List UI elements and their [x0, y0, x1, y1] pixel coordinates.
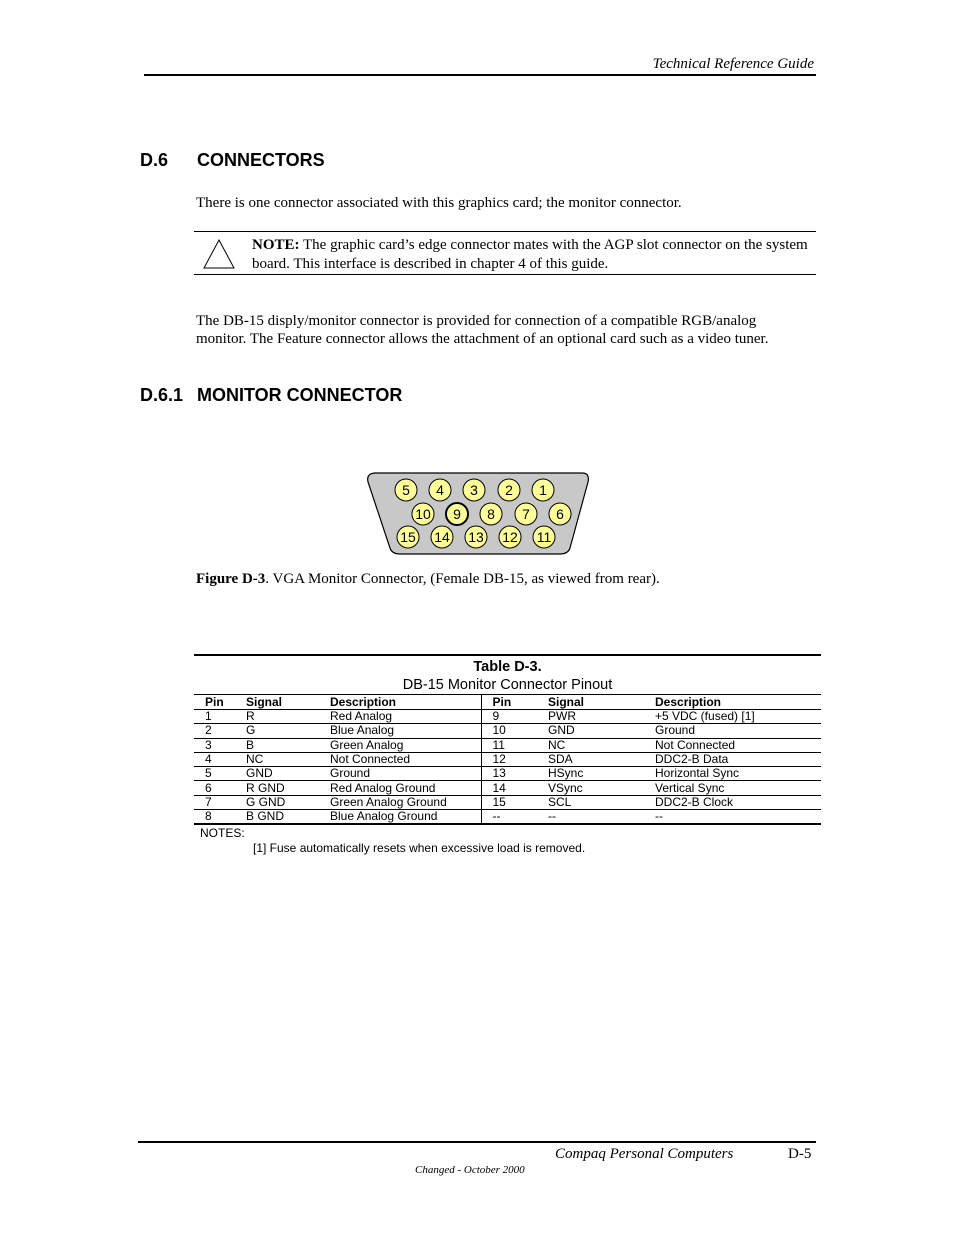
figure-label: Figure D-3 — [196, 571, 266, 587]
running-header: Technical Reference Guide — [652, 56, 814, 72]
table-cell: R — [235, 710, 319, 724]
pinout-table-block — [194, 654, 821, 856]
db15-paragraph — [196, 312, 768, 348]
header-rule — [144, 74, 816, 76]
vga-connector-figure — [364, 468, 592, 563]
header-signal: Signal — [548, 695, 585, 709]
table-cell: 5 — [194, 767, 235, 781]
connector-pin-label: 8 — [487, 506, 495, 522]
table-cell: Ground — [644, 724, 821, 738]
table-cell: 1 — [194, 710, 235, 724]
table-cell: 10 — [481, 724, 537, 738]
table-row — [194, 752, 821, 766]
table-cell: G — [235, 724, 319, 738]
table-cell: G GND — [235, 795, 319, 809]
subsection-number: D.6.1 — [140, 385, 184, 405]
section-heading — [140, 150, 325, 171]
table-cell: Green Analog Ground — [319, 795, 481, 809]
figure-caption-text: . VGA Monitor Connector, (Female DB-15, as viewed from rear). — [265, 571, 660, 587]
table-row — [194, 710, 821, 724]
header-description: Description — [319, 695, 481, 710]
table-row — [194, 810, 821, 825]
connector-pin-label: 5 — [402, 482, 410, 498]
connector-pin-label: 10 — [415, 506, 431, 522]
table-cell: 7 — [194, 795, 235, 809]
table-subtitle: DB-15 Monitor Connector Pinout — [402, 677, 613, 693]
table-cell: 8 — [194, 810, 235, 825]
table-cell: Green Analog — [319, 738, 481, 752]
db15-paragraph-line-2: monitor. The Feature connector allows the attachment of an optional card such as a video tuner. — [196, 331, 769, 347]
table-cell: Ground — [319, 767, 481, 781]
table-cell: VSync — [537, 781, 644, 795]
table-cell: R GND — [235, 781, 319, 795]
table-cell: Vertical Sync — [644, 781, 821, 795]
table-cell: 9 — [481, 710, 537, 724]
connector-pin-label: 12 — [502, 529, 518, 545]
note-label: NOTE: — [252, 237, 300, 253]
table-cell: GND — [235, 767, 319, 781]
table-cell: HSync — [537, 767, 644, 781]
notes-label: NOTES: — [200, 826, 245, 841]
table-cell: NC — [537, 738, 644, 752]
connector-pin-label: 3 — [470, 482, 478, 498]
footer-rule — [138, 1141, 816, 1143]
table-cell: DDC2-B Clock — [644, 795, 821, 809]
connector-pin-label: 1 — [539, 482, 547, 498]
table-row — [194, 738, 821, 752]
table-cell: -- — [537, 810, 644, 825]
note-text — [252, 236, 812, 274]
table-cell: SCL — [537, 795, 644, 809]
note-body: The graphic card’s edge connector mates with the AGP slot connector on the system board. This interface is described in chapter 4 of this guide. — [252, 237, 808, 272]
connector-pin-label: 14 — [434, 529, 450, 545]
table-cell: 12 — [481, 752, 537, 766]
header-description: Description — [655, 695, 722, 709]
table-cell: Red Analog Ground — [319, 781, 481, 795]
connector-pin-label: 11 — [536, 529, 552, 545]
table-cell: Not Connected — [319, 752, 481, 766]
table-cell: 13 — [481, 767, 537, 781]
table-cell: NC — [235, 752, 319, 766]
table-row — [194, 781, 821, 795]
intro-paragraph: There is one connector associated with this graphics card; the monitor connector. — [196, 195, 682, 211]
connector-pin-label: 9 — [453, 506, 461, 522]
table-cell: Not Connected — [644, 738, 821, 752]
connector-pin-label: 13 — [468, 529, 484, 545]
header-pin: Pin — [492, 695, 512, 709]
connector-pin-label: 15 — [400, 529, 416, 545]
table-cell: 4 — [194, 752, 235, 766]
table-cell: Red Analog — [319, 710, 481, 724]
table-cell: -- — [644, 810, 821, 825]
caution-triangle-icon — [202, 238, 236, 270]
connector-pin-label: 4 — [436, 482, 444, 498]
connector-pin-label: 7 — [522, 506, 530, 522]
page-number: D-5 — [788, 1146, 812, 1162]
table-cell: SDA — [537, 752, 644, 766]
db15-paragraph-line-1: The DB-15 disply/monitor connector is provided for connection of a compatible RGB/analog — [196, 313, 757, 329]
table-cell: Horizontal Sync — [644, 767, 821, 781]
table-row — [194, 795, 821, 809]
table-cell: PWR — [537, 710, 644, 724]
table-header-row — [194, 695, 821, 710]
table-cell: -- — [481, 810, 537, 825]
table-cell: 14 — [481, 781, 537, 795]
subsection-heading — [140, 385, 402, 406]
footer-title: Compaq Personal Computers — [555, 1146, 734, 1162]
table-row — [194, 724, 821, 738]
figure-caption — [196, 571, 660, 588]
table-cell: 15 — [481, 795, 537, 809]
table-cell: GND — [537, 724, 644, 738]
table-top-rule — [194, 654, 821, 656]
table-note: [1] Fuse automatically resets when excessive load is removed. — [253, 841, 586, 856]
table-cell: 2 — [194, 724, 235, 738]
table-cell: 11 — [481, 738, 537, 752]
revision-note: Changed - October 2000 — [415, 1164, 525, 1176]
note-box — [194, 231, 816, 275]
subsection-title: MONITOR CONNECTOR — [197, 385, 403, 405]
table-cell: DDC2-B Data — [644, 752, 821, 766]
table-cell: +5 VDC (fused) [1] — [644, 710, 821, 724]
header-signal: Signal — [246, 695, 283, 709]
table-cell: 6 — [194, 781, 235, 795]
connector-pin-label: 6 — [556, 506, 564, 522]
section-title: CONNECTORS — [197, 150, 325, 170]
vga-connector-diagram — [364, 468, 592, 558]
table-row — [194, 767, 821, 781]
connector-pin-label: 2 — [505, 482, 513, 498]
pinout-table — [194, 694, 821, 825]
header-pin: Pin — [205, 695, 224, 709]
table-cell: B GND — [235, 810, 319, 825]
section-number: D.6 — [140, 150, 169, 170]
table-title: Table D-3. — [473, 659, 542, 675]
table-cell: B — [235, 738, 319, 752]
table-cell: 3 — [194, 738, 235, 752]
table-cell: Blue Analog Ground — [319, 810, 481, 825]
table-cell: Blue Analog — [319, 724, 481, 738]
